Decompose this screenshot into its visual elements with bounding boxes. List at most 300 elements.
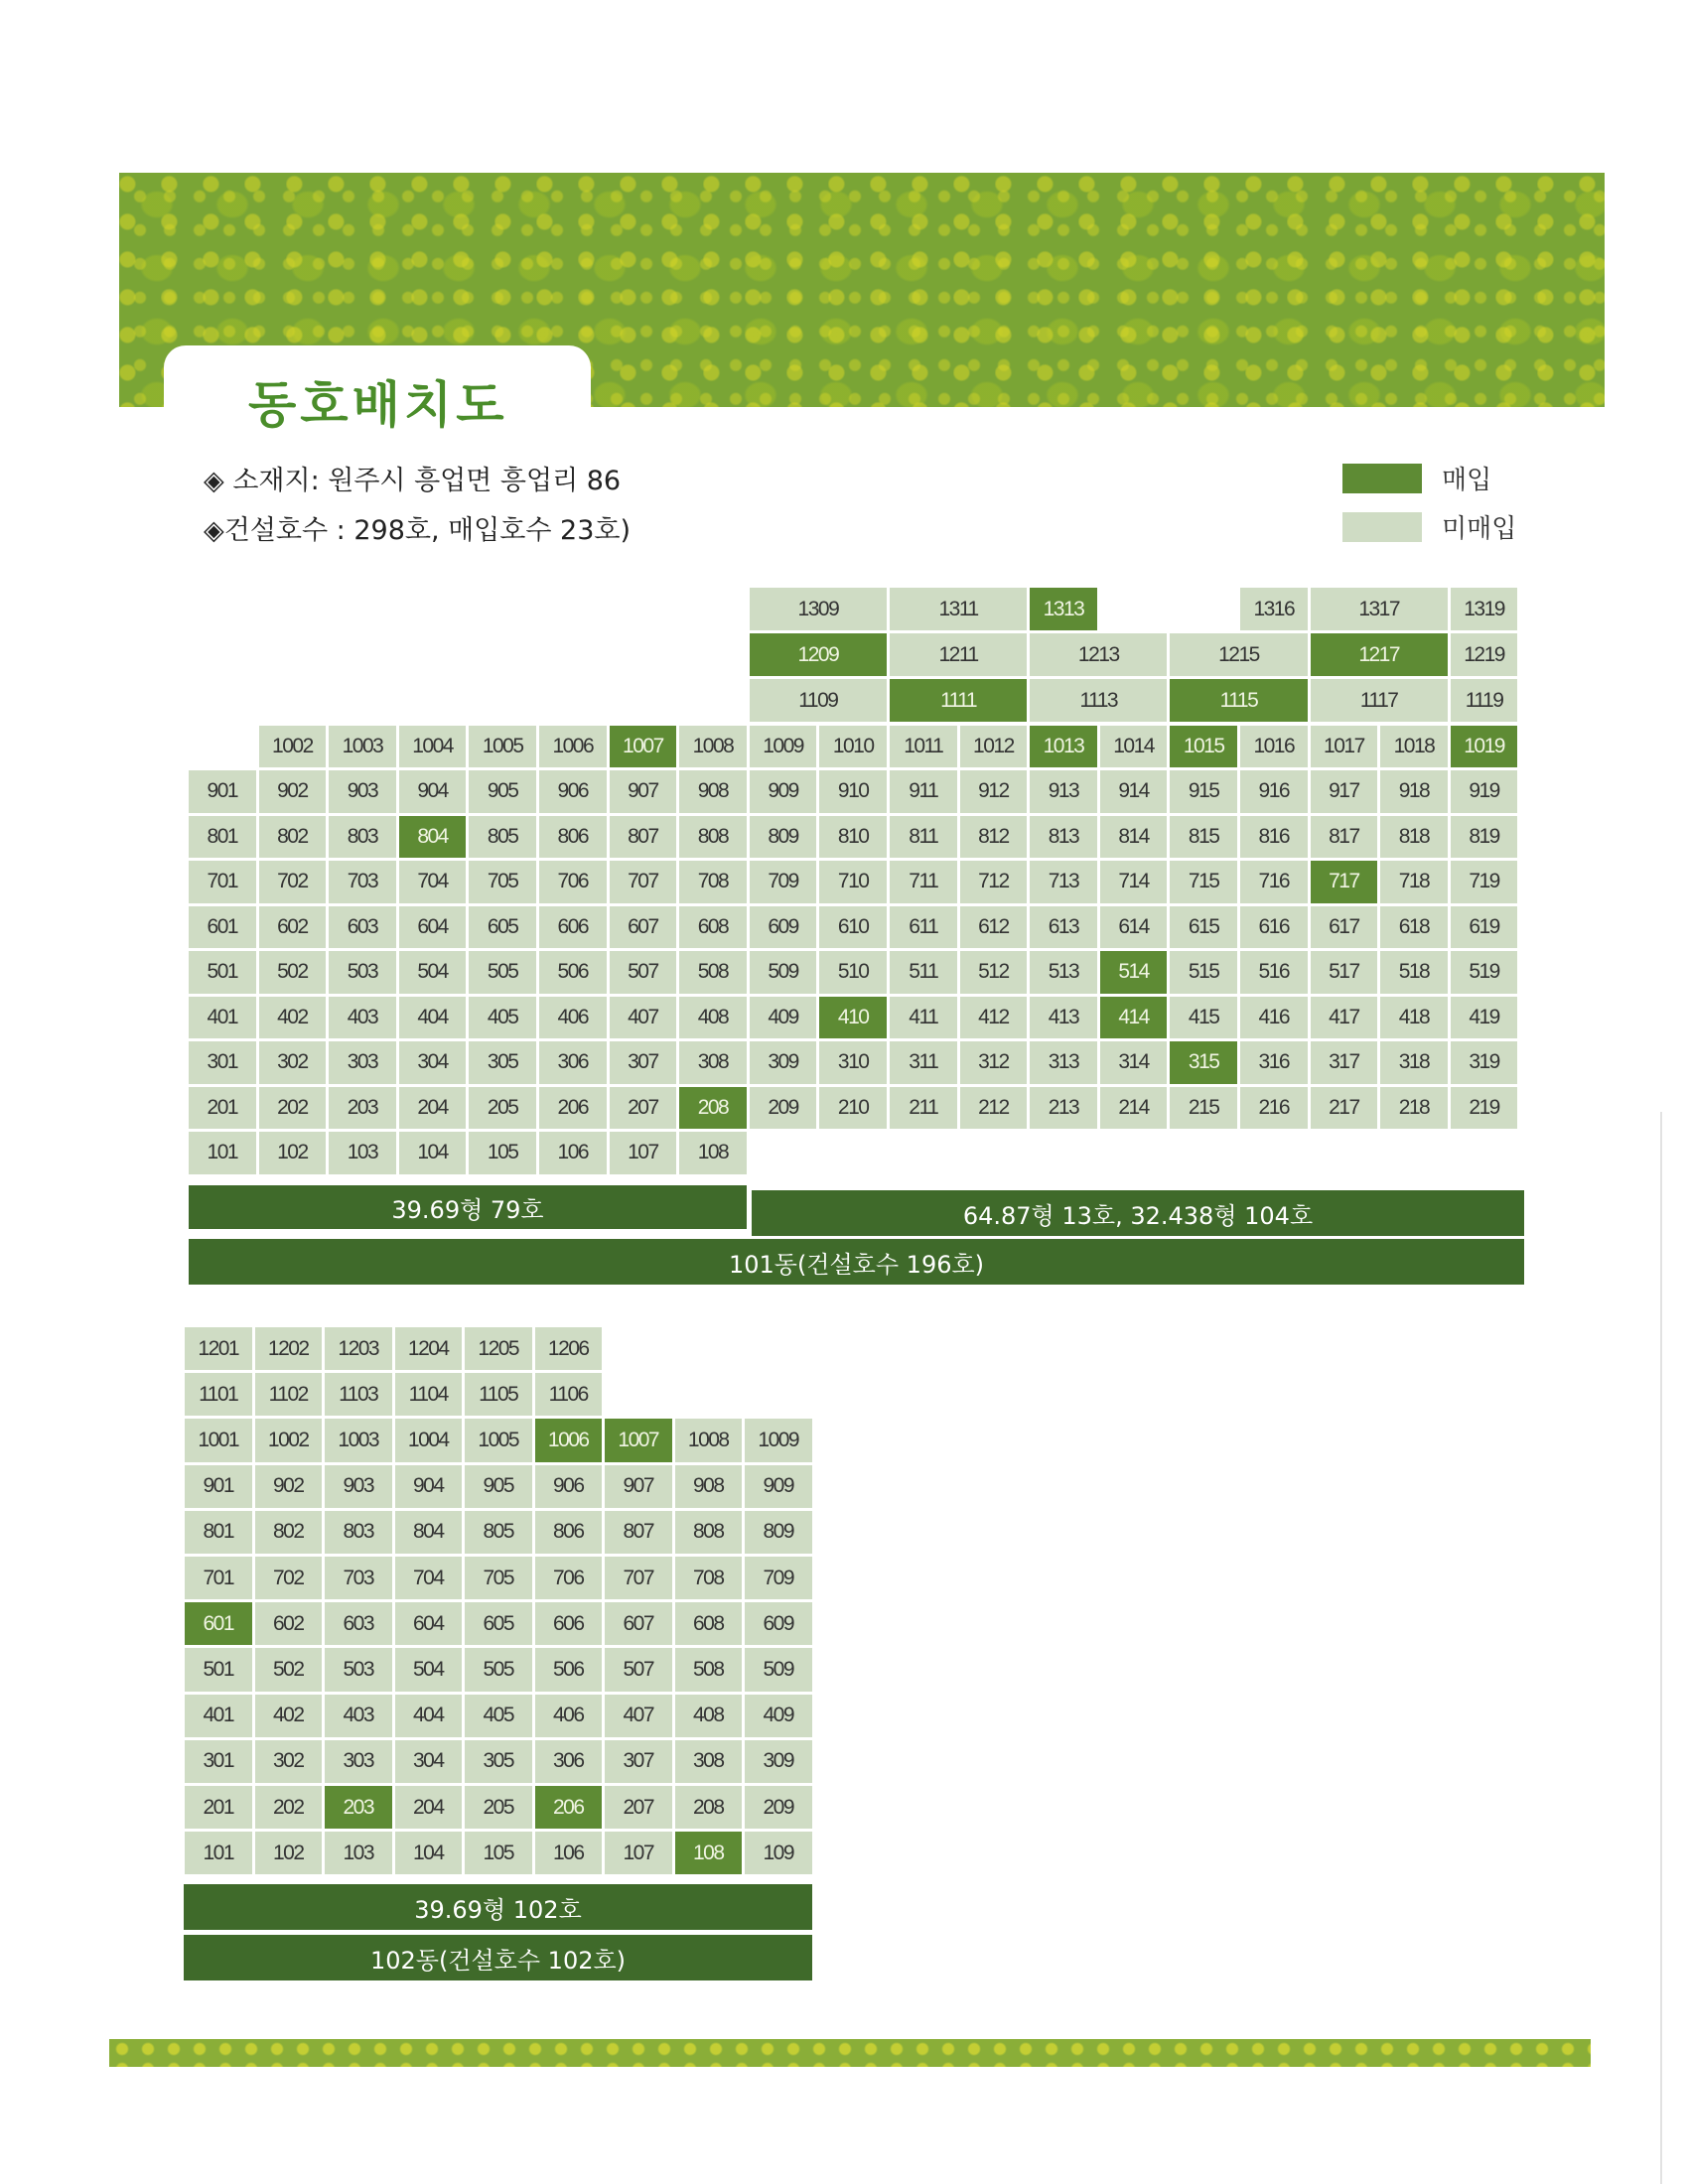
unit-cell: 417 (1311, 997, 1378, 1039)
unit-cell: 1206 (535, 1327, 603, 1370)
building-101-type-bar-left: 39.69형 79호 (189, 1185, 747, 1229)
unit-cell: 1213 (1030, 633, 1167, 676)
legend-swatch-bought (1342, 464, 1422, 493)
unit-cell: 1115 (1170, 679, 1307, 722)
unit-cell: 1113 (1030, 679, 1167, 722)
unit-cell: 703 (325, 1557, 392, 1599)
unit-cell: 612 (960, 906, 1028, 949)
unit-cell: 801 (185, 1511, 252, 1554)
unit-cell: 614 (1100, 906, 1168, 949)
unit-cell: 512 (960, 951, 1028, 994)
unit-cell: 809 (750, 816, 817, 859)
unit-cell: 405 (469, 997, 536, 1039)
unit-cell: 209 (750, 1087, 817, 1130)
unit-cell: 515 (1170, 951, 1237, 994)
unit-cell: 702 (259, 861, 327, 903)
unit-cell: 719 (1451, 861, 1518, 903)
unit-cell: 702 (255, 1557, 323, 1599)
unit-cell: 813 (1030, 816, 1097, 859)
unit-cell: 609 (750, 906, 817, 949)
unit-cell: 910 (819, 770, 887, 813)
unit-cell: 1002 (259, 726, 327, 768)
unit-cell: 211 (890, 1087, 957, 1130)
unit-cell: 406 (539, 997, 607, 1039)
unit-cell: 219 (1451, 1087, 1518, 1130)
unit-cell: 1006 (535, 1419, 603, 1461)
unit-cell: 304 (399, 1041, 467, 1084)
unit-cell: 1111 (890, 679, 1027, 722)
unit-cell: 806 (535, 1511, 603, 1554)
unit-cell: 602 (259, 906, 327, 949)
unit-cell: 101 (185, 1832, 252, 1874)
unit-cell: 303 (325, 1740, 392, 1783)
unit-cell: 414 (1100, 997, 1168, 1039)
unit-cell: 1003 (325, 1419, 392, 1461)
unit-cell: 807 (605, 1511, 672, 1554)
unit-cell: 1102 (255, 1373, 323, 1416)
unit-cell: 713 (1030, 861, 1097, 903)
unit-cell: 314 (1100, 1041, 1168, 1084)
unit-cell: 715 (1170, 861, 1237, 903)
unit-cell: 212 (960, 1087, 1028, 1130)
unit-cell: 218 (1380, 1087, 1448, 1130)
unit-cell: 805 (469, 816, 536, 859)
legend-label-not-bought: 미매입 (1442, 514, 1517, 544)
unit-cell: 1202 (255, 1327, 323, 1370)
unit-cell: 206 (539, 1087, 607, 1130)
unit-cell: 808 (675, 1511, 743, 1554)
unit-cell: 809 (745, 1511, 812, 1554)
unit-cell: 902 (259, 770, 327, 813)
unit-cell: 510 (819, 951, 887, 994)
unit-cell: 909 (745, 1465, 812, 1508)
unit-cell: 1309 (750, 588, 887, 630)
footer-band (109, 2039, 1591, 2067)
unit-cell: 316 (1240, 1041, 1308, 1084)
unit-cell: 204 (399, 1087, 467, 1130)
unit-cell: 309 (745, 1740, 812, 1783)
unit-cell: 107 (605, 1832, 672, 1874)
unit-cell: 201 (189, 1087, 256, 1130)
unit-cell: 704 (395, 1557, 463, 1599)
unit-cell: 517 (1311, 951, 1378, 994)
unit-cell: 305 (469, 1041, 536, 1084)
unit-cell: 407 (605, 1695, 672, 1737)
unit-cell: 802 (259, 816, 327, 859)
scan-edge-line (1660, 1112, 1662, 2184)
unit-cell: 412 (960, 997, 1028, 1039)
unit-cell: 506 (539, 951, 607, 994)
unit-cell: 701 (185, 1557, 252, 1599)
unit-cell: 216 (1240, 1087, 1308, 1130)
unit-cell: 205 (465, 1786, 532, 1829)
page-title: 동호배치도 (248, 376, 508, 434)
unit-cell: 712 (960, 861, 1028, 903)
building-101-type-bar-right: 64.87형 13호, 32.438형 104호 (752, 1190, 1524, 1236)
unit-cell: 802 (255, 1511, 323, 1554)
unit-cell: 1013 (1030, 726, 1097, 768)
unit-cell: 1003 (329, 726, 396, 768)
unit-cell: 816 (1240, 816, 1308, 859)
unit-cell: 811 (890, 816, 957, 859)
unit-cell: 707 (610, 861, 677, 903)
unit-cell: 204 (395, 1786, 463, 1829)
unit-cell: 411 (890, 997, 957, 1039)
unit-cell: 105 (469, 1132, 536, 1174)
legend-label-bought: 매입 (1442, 466, 1492, 495)
unit-cell: 203 (329, 1087, 396, 1130)
unit-cell: 208 (675, 1786, 743, 1829)
unit-cell: 509 (745, 1648, 812, 1691)
unit-cell: 1004 (399, 726, 467, 768)
unit-cell: 601 (185, 1602, 252, 1645)
unit-cell: 1217 (1311, 633, 1448, 676)
unit-cell: 613 (1030, 906, 1097, 949)
unit-cell: 807 (610, 816, 677, 859)
unit-cell: 205 (469, 1087, 536, 1130)
unit-cell: 308 (675, 1740, 743, 1783)
unit-cell: 302 (255, 1740, 323, 1783)
unit-cell: 208 (679, 1087, 747, 1130)
unit-cell: 905 (469, 770, 536, 813)
unit-cell: 818 (1380, 816, 1448, 859)
unit-cell: 507 (610, 951, 677, 994)
unit-cell: 307 (605, 1740, 672, 1783)
unit-cell: 107 (610, 1132, 677, 1174)
unit-cell: 902 (255, 1465, 323, 1508)
unit-cell: 407 (610, 997, 677, 1039)
unit-cell: 709 (750, 861, 817, 903)
building-102-type-bar: 39.69형 102호 (184, 1884, 812, 1930)
unit-cell: 1008 (679, 726, 747, 768)
unit-cell: 903 (325, 1465, 392, 1508)
unit-cell: 1101 (185, 1373, 252, 1416)
unit-cell: 415 (1170, 997, 1237, 1039)
unit-cell: 708 (679, 861, 747, 903)
unit-cell: 912 (960, 770, 1028, 813)
unit-cell: 706 (539, 861, 607, 903)
unit-cell: 1311 (890, 588, 1027, 630)
unit-cell: 301 (189, 1041, 256, 1084)
unit-cell: 819 (1451, 816, 1518, 859)
unit-cell: 1015 (1170, 726, 1237, 768)
unit-cell: 915 (1170, 770, 1237, 813)
unit-cell: 904 (399, 770, 467, 813)
unit-cell: 701 (189, 861, 256, 903)
unit-cell: 311 (890, 1041, 957, 1084)
unit-cell: 1014 (1100, 726, 1168, 768)
unit-cell: 607 (605, 1602, 672, 1645)
unit-cell: 105 (465, 1832, 532, 1874)
unit-cell: 403 (329, 997, 396, 1039)
unit-cell: 404 (395, 1695, 463, 1737)
unit-cell: 1005 (465, 1419, 532, 1461)
unit-cell: 313 (1030, 1041, 1097, 1084)
unit-cell: 608 (675, 1602, 743, 1645)
unit-cell: 610 (819, 906, 887, 949)
unit-cell: 1109 (750, 679, 887, 722)
unit-cell: 603 (325, 1602, 392, 1645)
unit-cell: 803 (325, 1511, 392, 1554)
unit-cell: 1010 (819, 726, 887, 768)
location-line: ◈ 소재지: 원주시 흥업면 흥업리 86 (204, 466, 622, 496)
unit-cell: 1103 (325, 1373, 392, 1416)
unit-cell: 108 (679, 1132, 747, 1174)
unit-cell: 608 (679, 906, 747, 949)
unit-cell: 609 (745, 1602, 812, 1645)
unit-cell: 317 (1311, 1041, 1378, 1084)
unit-cell: 207 (605, 1786, 672, 1829)
unit-cell: 504 (399, 951, 467, 994)
unit-cell: 1016 (1240, 726, 1308, 768)
unit-cell: 1317 (1311, 588, 1448, 630)
unit-cell: 101 (189, 1132, 256, 1174)
unit-cell: 708 (675, 1557, 743, 1599)
unit-cell: 909 (750, 770, 817, 813)
unit-cell: 1009 (745, 1419, 812, 1461)
unit-cell: 604 (399, 906, 467, 949)
unit-cell: 611 (890, 906, 957, 949)
unit-cell: 306 (535, 1740, 603, 1783)
unit-cell: 1012 (960, 726, 1028, 768)
unit-cell: 104 (399, 1132, 467, 1174)
unit-cell: 202 (255, 1786, 323, 1829)
unit-cell: 309 (750, 1041, 817, 1084)
unit-cell: 413 (1030, 997, 1097, 1039)
unit-cell: 904 (395, 1465, 463, 1508)
unit-cell: 1009 (750, 726, 817, 768)
unit-cell: 106 (539, 1132, 607, 1174)
unit-cell: 307 (610, 1041, 677, 1084)
unit-cell: 716 (1240, 861, 1308, 903)
unit-cell: 1211 (890, 633, 1027, 676)
unit-cell: 710 (819, 861, 887, 903)
unit-cell: 213 (1030, 1087, 1097, 1130)
unit-cell: 1006 (539, 726, 607, 768)
unit-cell: 304 (395, 1740, 463, 1783)
unit-cell: 403 (325, 1695, 392, 1737)
unit-cell: 504 (395, 1648, 463, 1691)
unit-cell: 617 (1311, 906, 1378, 949)
unit-cell: 916 (1240, 770, 1308, 813)
unit-cell: 402 (255, 1695, 323, 1737)
unit-cell: 501 (189, 951, 256, 994)
unit-cell: 1104 (395, 1373, 463, 1416)
unit-cell: 109 (745, 1832, 812, 1874)
unit-cell: 503 (325, 1648, 392, 1691)
unit-cell: 409 (745, 1695, 812, 1737)
unit-cell: 601 (189, 906, 256, 949)
unit-cell: 814 (1100, 816, 1168, 859)
unit-cell: 1201 (185, 1327, 252, 1370)
unit-cell: 711 (890, 861, 957, 903)
unit-cell: 416 (1240, 997, 1308, 1039)
unit-cell: 315 (1170, 1041, 1237, 1084)
unit-cell: 903 (329, 770, 396, 813)
unit-cell: 308 (679, 1041, 747, 1084)
unit-cell: 406 (535, 1695, 603, 1737)
unit-cell: 602 (255, 1602, 323, 1645)
unit-cell: 505 (469, 951, 536, 994)
unit-cell: 312 (960, 1041, 1028, 1084)
unit-cell: 1119 (1451, 679, 1518, 722)
unit-cell: 615 (1170, 906, 1237, 949)
unit-cell: 102 (259, 1132, 327, 1174)
unit-cell: 103 (325, 1832, 392, 1874)
unit-cell: 1001 (185, 1419, 252, 1461)
unit-cell: 1019 (1451, 726, 1518, 768)
unit-cell: 215 (1170, 1087, 1237, 1130)
unit-cell: 513 (1030, 951, 1097, 994)
unit-cell: 402 (259, 997, 327, 1039)
unit-cell: 606 (535, 1602, 603, 1645)
unit-cell: 906 (539, 770, 607, 813)
unit-cell: 518 (1380, 951, 1448, 994)
unit-cell: 319 (1451, 1041, 1518, 1084)
unit-cell: 410 (819, 997, 887, 1039)
unit-cell: 419 (1451, 997, 1518, 1039)
unit-cell: 1204 (395, 1327, 463, 1370)
unit-cell: 1106 (535, 1373, 603, 1416)
summary-line: ◈건설호수 : 298호, 매입호수 23호) (204, 515, 632, 546)
unit-cell: 1002 (255, 1419, 323, 1461)
unit-cell: 913 (1030, 770, 1097, 813)
unit-cell: 1209 (750, 633, 887, 676)
unit-cell: 106 (535, 1832, 603, 1874)
building-102-total-bar: 102동(건설호수 102호) (184, 1935, 812, 1980)
unit-cell: 714 (1100, 861, 1168, 903)
unit-cell: 203 (325, 1786, 392, 1829)
unit-cell: 418 (1380, 997, 1448, 1039)
unit-cell: 606 (539, 906, 607, 949)
unit-cell: 817 (1311, 816, 1378, 859)
unit-cell: 1117 (1311, 679, 1448, 722)
unit-cell: 815 (1170, 816, 1237, 859)
unit-cell: 911 (890, 770, 957, 813)
unit-cell: 718 (1380, 861, 1448, 903)
unit-cell: 408 (679, 997, 747, 1039)
unit-cell: 607 (610, 906, 677, 949)
unit-cell: 1007 (605, 1419, 672, 1461)
unit-cell: 401 (185, 1695, 252, 1737)
unit-cell: 409 (750, 997, 817, 1039)
unit-cell: 302 (259, 1041, 327, 1084)
unit-cell: 605 (469, 906, 536, 949)
unit-cell: 201 (185, 1786, 252, 1829)
unit-cell: 906 (535, 1465, 603, 1508)
unit-cell: 202 (259, 1087, 327, 1130)
unit-cell: 207 (610, 1087, 677, 1130)
unit-cell: 306 (539, 1041, 607, 1084)
unit-cell: 803 (329, 816, 396, 859)
unit-cell: 104 (395, 1832, 463, 1874)
unit-cell: 918 (1380, 770, 1448, 813)
unit-cell: 619 (1451, 906, 1518, 949)
unit-cell: 501 (185, 1648, 252, 1691)
unit-cell: 506 (535, 1648, 603, 1691)
unit-cell: 103 (329, 1132, 396, 1174)
unit-cell: 502 (259, 951, 327, 994)
unit-cell: 810 (819, 816, 887, 859)
unit-cell: 605 (465, 1602, 532, 1645)
unit-cell: 1011 (890, 726, 957, 768)
unit-cell: 1313 (1030, 588, 1097, 630)
unit-cell: 801 (189, 816, 256, 859)
unit-cell: 516 (1240, 951, 1308, 994)
unit-cell: 214 (1100, 1087, 1168, 1130)
unit-cell: 310 (819, 1041, 887, 1084)
unit-cell: 511 (890, 951, 957, 994)
unit-cell: 405 (465, 1695, 532, 1737)
unit-cell: 206 (535, 1786, 603, 1829)
unit-cell: 908 (675, 1465, 743, 1508)
unit-cell: 301 (185, 1740, 252, 1783)
unit-cell: 408 (675, 1695, 743, 1737)
unit-cell: 808 (679, 816, 747, 859)
unit-cell: 604 (395, 1602, 463, 1645)
unit-cell: 1004 (395, 1419, 463, 1461)
unit-cell: 217 (1311, 1087, 1378, 1130)
unit-cell: 917 (1311, 770, 1378, 813)
unit-cell: 401 (189, 997, 256, 1039)
unit-cell: 1319 (1451, 588, 1518, 630)
unit-cell: 705 (469, 861, 536, 903)
unit-cell: 919 (1451, 770, 1518, 813)
unit-cell: 901 (189, 770, 256, 813)
unit-cell: 404 (399, 997, 467, 1039)
unit-cell: 1316 (1240, 588, 1308, 630)
unit-cell: 508 (675, 1648, 743, 1691)
unit-cell: 509 (750, 951, 817, 994)
unit-cell: 1203 (325, 1327, 392, 1370)
unit-cell: 303 (329, 1041, 396, 1084)
legend-bought (1342, 460, 1491, 496)
unit-cell: 703 (329, 861, 396, 903)
unit-cell: 616 (1240, 906, 1308, 949)
unit-cell: 901 (185, 1465, 252, 1508)
unit-cell: 108 (675, 1832, 743, 1874)
unit-cell: 905 (465, 1465, 532, 1508)
unit-cell: 1105 (465, 1373, 532, 1416)
unit-cell: 804 (399, 816, 467, 859)
unit-cell: 209 (745, 1786, 812, 1829)
unit-cell: 705 (465, 1557, 532, 1599)
legend-swatch-not-bought (1342, 512, 1422, 542)
unit-cell: 1005 (469, 726, 536, 768)
unit-cell: 704 (399, 861, 467, 903)
unit-cell: 804 (395, 1511, 463, 1554)
unit-cell: 908 (679, 770, 747, 813)
unit-cell: 507 (605, 1648, 672, 1691)
unit-cell: 618 (1380, 906, 1448, 949)
unit-cell: 1008 (675, 1419, 743, 1461)
unit-cell: 519 (1451, 951, 1518, 994)
unit-cell: 505 (465, 1648, 532, 1691)
unit-cell: 305 (465, 1740, 532, 1783)
unit-cell: 806 (539, 816, 607, 859)
unit-cell: 717 (1311, 861, 1378, 903)
unit-cell: 318 (1380, 1041, 1448, 1084)
unit-cell: 709 (745, 1557, 812, 1599)
unit-cell: 508 (679, 951, 747, 994)
unit-cell: 812 (960, 816, 1028, 859)
legend-not-bought (1342, 508, 1516, 545)
building-101-total-bar: 101동(건설호수 196호) (189, 1239, 1524, 1285)
unit-cell: 1219 (1451, 633, 1518, 676)
unit-cell: 102 (255, 1832, 323, 1874)
unit-cell: 1205 (465, 1327, 532, 1370)
unit-cell: 707 (605, 1557, 672, 1599)
